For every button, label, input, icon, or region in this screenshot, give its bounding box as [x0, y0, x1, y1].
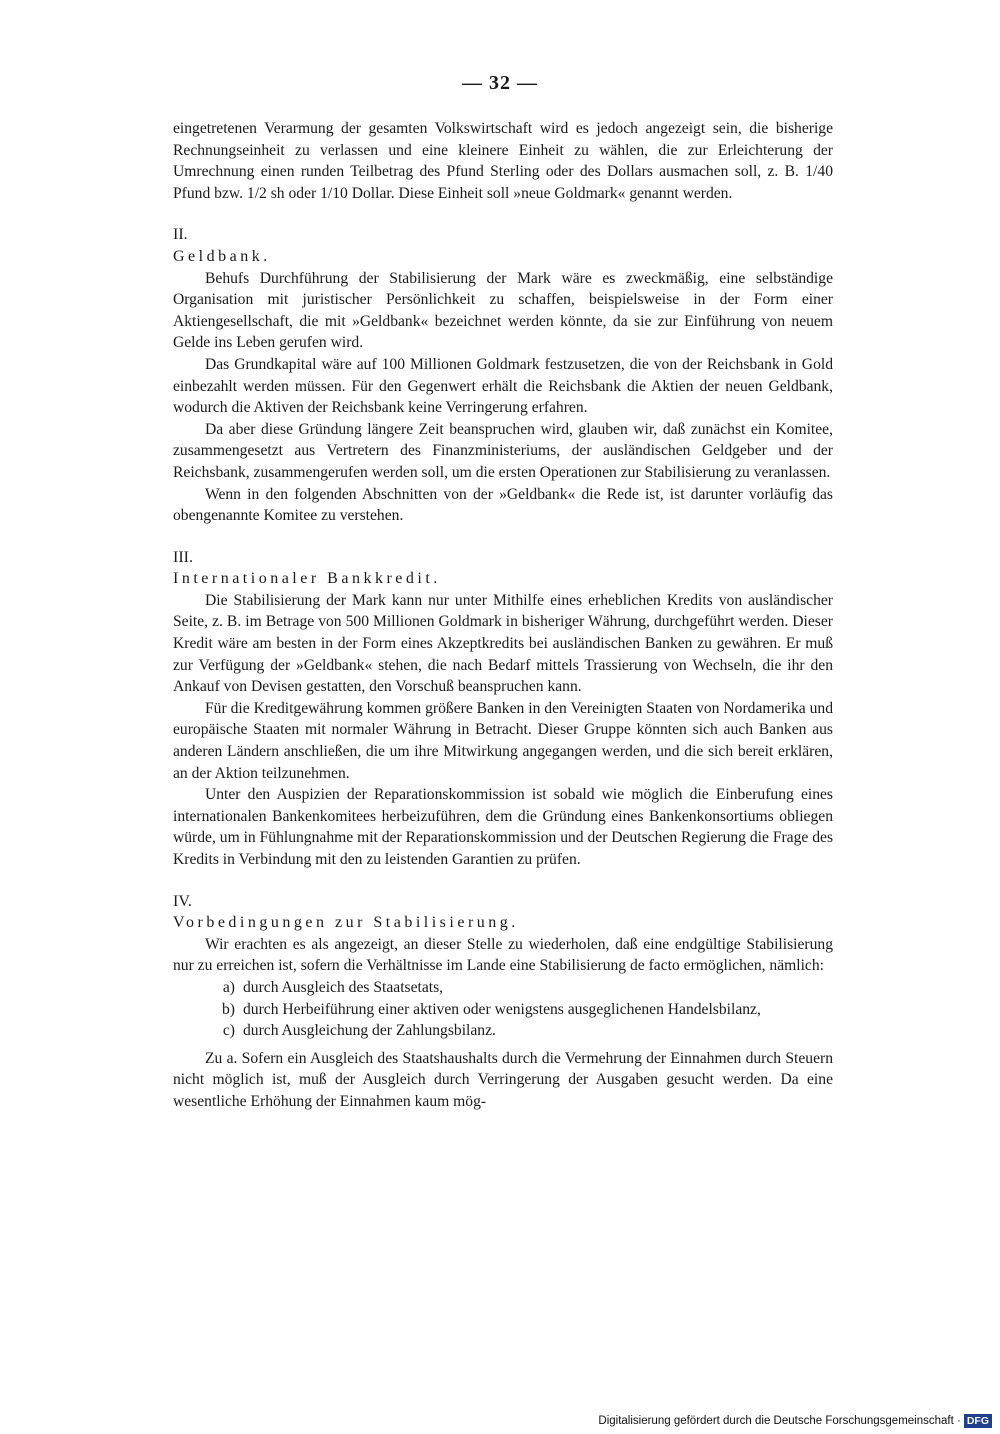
list-item: [173, 999, 833, 1021]
credit-text: Digitalisierung gefördert durch die Deutsche Forschungsgemeinschaft ·: [598, 1415, 961, 1427]
section-3-title: Internationaler Bankkredit.: [173, 570, 441, 588]
dfg-logo: DFG: [964, 1414, 992, 1428]
text-body: [173, 118, 833, 1113]
section-4-closing: Zu a. Sofern ein Ausgleich des Staatshaushalts durch die Vermehrung der Einnahmen durch Steuern nicht möglich ist, muß der Ausgleich durch Verringerung der Ausgaben gesucht werden. Da eine wesentliche Erhöhung der Einnahmen kaum mög-: [173, 1049, 833, 1110]
list-item-label: a): [222, 978, 235, 996]
section-4-number: IV.: [173, 892, 192, 910]
section-2-paragraph: Da aber diese Gründung längere Zeit beanspruchen wird, glauben wir, daß zunächst ein Komitee, zusammengesetzt aus Vertretern des Finanzministeriums, der ausländischen Geldgeber und der Reichsbank, zusammengerufen werden soll, um die ersten Operationen zur Stabilisierung zu veranlassen.: [173, 420, 833, 481]
section-3-paragraph: Unter den Auspizien der Reparationskommission ist sobald wie möglich die Einberufung eines internationalen Bankenkomitees herbeizuführen, dem die Gründung eines Bankenkonsortiums obliegen würde, um in Fühlungnahme mit der Reparationskommission und der Deutschen Regierung die Frage des Kredits in Verbindung mit den zu leistenden Garantien zu prüfen.: [173, 786, 834, 868]
section-2-title: Geldbank.: [173, 247, 271, 265]
conditions-list: [173, 977, 833, 1042]
list-item-label: b): [222, 1000, 235, 1018]
section-3-paragraph: Die Stabilisierung der Mark kann nur unter Mithilfe eines erheblichen Kredits von ausländischer Seite, z. B. im Betrage von 500 Millionen Goldmark in bisheriger Währung, durchgeführt werden. Dieser Kredit wäre am besten in der Form eines Akzeptkredits bei ausländischen Banken zu gewähren. Er muß zur Verfügung der »Geldbank« stehen, die nach Bedarf mittels Trassierung von Wechseln, die ihr den Ankauf von Devisen gestatten, den Vorschuß beanspruchen kann.: [173, 591, 833, 696]
list-item-text: durch Herbeiführung einer aktiven oder wenigstens ausgeglichenen Handelsbilanz,: [243, 1000, 761, 1018]
intro-paragraph: eingetretenen Verarmung der gesamten Volkswirtschaft wird es jedoch angezeigt sein, die bisherige Rechnungseinheit zu verlassen und eine kleinere Einheit zu wählen, die zur Erleichterung der Umrechnung einen runden Teilbetrag des Pfund Sterling oder des Dollars ausmachen soll, z. B. 1/40 Pfund bzw. 1/2 sh oder 1/10 Dollar. Diese Einheit soll »neue Goldmark« genannt werden.: [173, 120, 833, 202]
section-3-paragraph: Für die Kreditgewährung kommen größere Banken in den Vereinigten Staaten von Nordamerika und europäische Staaten mit normaler Währung in Betracht. Dieser Gruppe könnten sich auch Banken aus anderen Ländern anschließen, die um ihre Mitwirkung angegangen werden, und die sich bereit erklären, an der Aktion teilzunehmen.: [173, 699, 833, 782]
list-item-text: durch Ausgleich des Staatsetats,: [243, 978, 444, 996]
section-4-intro: Wir erachten es als angezeigt, an dieser Stelle zu wiederholen, daß eine endgültige Stabilisierung nur zu erreichen ist, sofern die Verhältnisse im Lande eine Stabilisierung de facto ermöglichen, nämlich:: [173, 935, 833, 975]
digitization-credit: [598, 1414, 992, 1428]
list-item-text: durch Ausgleichung der Zahlungsbilanz.: [243, 1022, 496, 1040]
section-3-number: III.: [173, 548, 193, 566]
section-2-paragraph: Behufs Durchführung der Stabilisierung der Mark wäre es zweckmäßig, eine selbständige Organisation mit juristischer Persönlichkeit zu schaffen, beispielsweise in der Form einer Aktiengesellschaft, die mit »Geldbank« bezeichnet werden könnte, da sie zur Einführung von neuem Gelde ins Leben gerufen wird.: [173, 269, 833, 352]
list-item: [173, 977, 833, 999]
section-2-paragraph: Wenn in den folgenden Abschnitten von der »Geldbank« die Rede ist, ist darunter vorläufig das obengenannte Komitee zu verstehen.: [173, 485, 833, 525]
section-4-title: Vorbedingungen zur Stabilisierung.: [173, 914, 519, 932]
section-2-number: II.: [173, 226, 188, 244]
list-item: [173, 1020, 833, 1042]
list-item-label: c): [222, 1022, 235, 1040]
section-2-paragraph: Das Grundkapital wäre auf 100 Millionen Goldmark festzusetzen, die von der Reichsbank in Gold einbezahlt werden müssen. Für den Gegenwert erhält die Reichsbank die Aktien der neuen Geldbank, wodurch die Aktiven der Reichsbank keine Verringerung erfahren.: [173, 355, 833, 417]
page-number: — 32 —: [462, 72, 538, 94]
